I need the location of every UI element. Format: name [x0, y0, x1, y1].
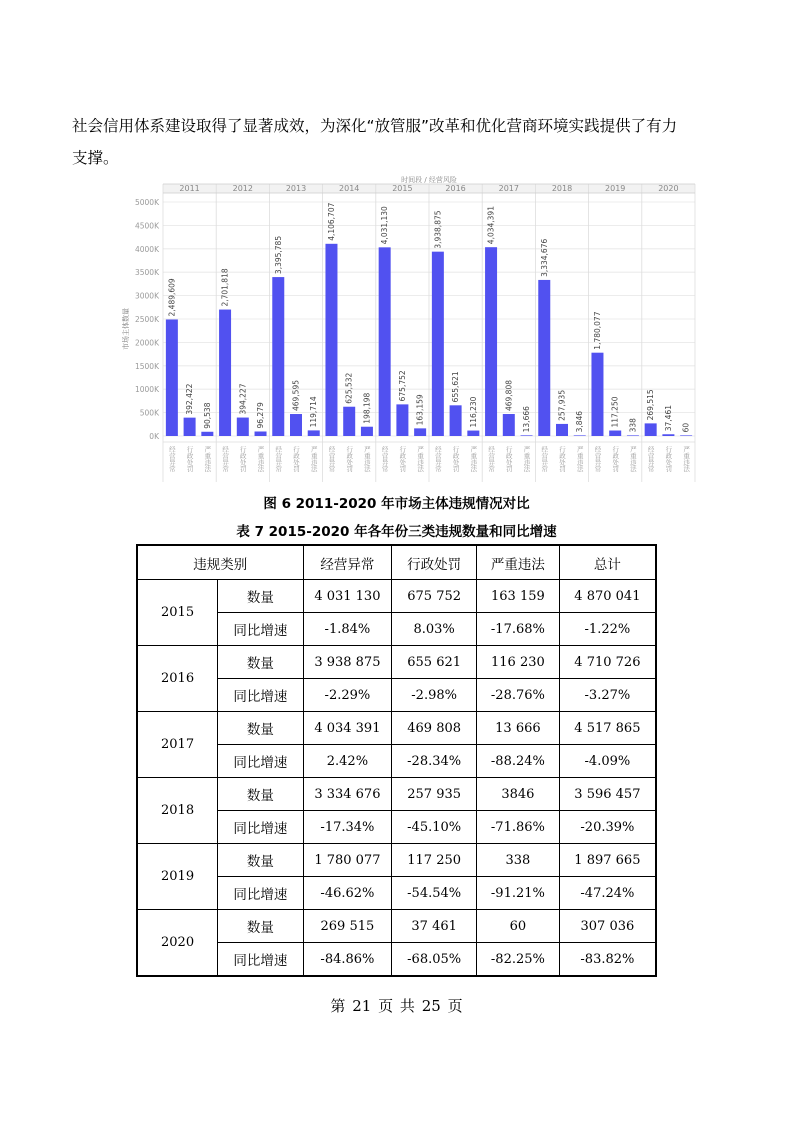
series-label: 经营异常	[167, 446, 176, 472]
category-label: 2011	[179, 184, 200, 193]
header-business-abnormal: 经营异常	[303, 545, 392, 580]
series-label: 严重违法	[416, 446, 425, 472]
bar	[467, 431, 479, 436]
bar	[680, 435, 692, 436]
paragraph-line-1: 社会信用体系建设取得了显著成效，为深化“放管服”改革和优化营商环境实践提供了有力	[72, 117, 678, 135]
table-row	[137, 844, 656, 877]
series-label: 行政处罚	[664, 446, 673, 472]
table-row	[137, 580, 656, 613]
category-label: 2019	[605, 184, 626, 193]
count-cell: 13 666	[477, 712, 560, 745]
count-cell: 116 230	[477, 646, 560, 679]
row-label: 同比增速	[218, 679, 303, 712]
table-row	[137, 910, 656, 943]
count-cell: 163 159	[477, 580, 560, 613]
count-cell: 269 515	[303, 910, 392, 943]
footer-word: 共	[399, 997, 415, 1015]
y-tick-label: 500K	[139, 408, 159, 418]
series-label: 经营异常	[221, 446, 230, 472]
bar-value-label: 338	[628, 418, 638, 433]
row-label: 同比增速	[218, 877, 303, 910]
bar-value-label: 469,595	[291, 380, 301, 412]
bar	[379, 247, 391, 436]
series-label: 经营异常	[433, 446, 442, 472]
growth-cell: 2.42%	[303, 745, 392, 778]
count-cell: 37 461	[392, 910, 477, 943]
chart-title: 时间段 / 经营风险	[401, 176, 457, 184]
bar	[414, 428, 426, 436]
header-serious-violation: 严重违法	[477, 545, 560, 580]
bar-value-label: 2,701,818	[220, 268, 230, 307]
bar-value-label: 3,395,785	[273, 235, 283, 275]
y-tick-label: 3500K	[134, 268, 159, 278]
bar-value-label: 4,031,130	[380, 206, 390, 245]
count-cell: 60	[477, 910, 560, 943]
bar	[237, 418, 249, 436]
bar	[503, 414, 515, 436]
bar	[361, 427, 373, 436]
bar	[432, 252, 444, 436]
growth-cell: -84.86%	[303, 943, 392, 977]
growth-cell: -4.09%	[559, 745, 656, 778]
table-row	[137, 712, 656, 745]
bar	[219, 310, 231, 436]
series-label: 经营异常	[327, 446, 336, 472]
figure-caption: 图 6 2011-2020 年市场主体违规情况对比	[263, 496, 530, 512]
header-total: 总计	[559, 545, 656, 580]
growth-cell: -28.34%	[392, 745, 477, 778]
growth-cell: -20.39%	[559, 811, 656, 844]
bar	[609, 431, 621, 436]
year-cell: 2015	[137, 580, 218, 646]
series-label: 行政处罚	[292, 446, 300, 472]
growth-cell: -68.05%	[392, 943, 477, 977]
growth-cell: -46.62%	[303, 877, 392, 910]
y-tick-label: 0K	[149, 432, 159, 441]
row-label: 数量	[218, 646, 303, 679]
series-label: 严重违法	[362, 446, 371, 472]
bar-value-label: 3,334,676	[539, 238, 549, 277]
category-label: 2020	[658, 184, 679, 193]
growth-cell: -17.68%	[477, 613, 560, 646]
count-cell: 338	[477, 844, 560, 877]
table-header-row	[137, 545, 656, 580]
series-label: 经营异常	[593, 446, 602, 472]
bar-value-label: 1,780,077	[592, 311, 602, 350]
bar-value-label: 3,846	[575, 410, 585, 433]
bar-value-label: 119,714	[309, 396, 319, 428]
y-tick-label: 2500K	[134, 315, 159, 324]
row-label: 数量	[218, 778, 303, 811]
violation-bar-chart	[115, 172, 698, 484]
category-label: 2013	[285, 184, 307, 193]
bar	[255, 431, 267, 436]
series-label: 行政处罚	[345, 446, 354, 472]
table-row	[137, 646, 656, 679]
growth-cell: -71.86%	[477, 811, 560, 844]
bar-value-label: 198,198	[362, 392, 372, 424]
bar-value-label: 394,227	[238, 383, 248, 415]
year-cell: 2017	[137, 712, 218, 778]
paragraph-line-2: 支撑。	[72, 149, 119, 167]
bar	[272, 277, 284, 436]
y-tick-label: 4000K	[134, 244, 159, 254]
bar	[627, 435, 639, 436]
growth-cell: -47.24%	[559, 877, 656, 910]
bar	[574, 435, 586, 436]
bar-value-label: 4,106,707	[326, 202, 336, 241]
growth-cell: -83.82%	[559, 943, 656, 977]
bar-value-label: 469,808	[504, 379, 514, 412]
bar	[325, 244, 337, 436]
row-label: 同比增速	[218, 613, 303, 646]
series-label: 严重违法	[575, 446, 584, 472]
growth-cell: -1.84%	[303, 613, 392, 646]
series-label: 行政处罚	[611, 446, 620, 472]
count-cell: 257 935	[392, 778, 477, 811]
category-label: 2014	[339, 184, 360, 193]
series-label: 严重违法	[522, 446, 531, 472]
bar-value-label: 37,461	[663, 404, 673, 432]
header-admin-penalty: 行政处罚	[392, 545, 477, 580]
growth-cell: -17.34%	[303, 811, 392, 844]
bar-value-label: 90,538	[202, 402, 212, 429]
category-label: 2018	[551, 184, 573, 193]
bar-value-label: 13,666	[522, 406, 532, 433]
count-cell: 655 621	[392, 646, 477, 679]
y-tick-label: 2000K	[134, 338, 159, 348]
footer-word: 页	[378, 997, 394, 1015]
footer-total-pages: 25	[421, 997, 441, 1015]
growth-cell: -91.21%	[477, 877, 560, 910]
series-label: 严重违法	[628, 446, 637, 472]
bar-value-label: 163,159	[415, 394, 425, 426]
series-label: 行政处罚	[398, 446, 407, 472]
bar	[645, 423, 657, 436]
growth-cell: 8.03%	[392, 613, 477, 646]
bar-value-label: 60	[681, 422, 691, 433]
row-label: 同比增速	[218, 811, 303, 844]
bar	[591, 353, 603, 436]
bar	[343, 407, 355, 436]
count-cell: 3 938 875	[303, 646, 392, 679]
growth-cell: -1.22%	[559, 613, 656, 646]
y-tick-label: 1000K	[134, 385, 159, 395]
y-tick-label: 5000K	[134, 198, 159, 207]
year-cell: 2020	[137, 910, 218, 977]
y-tick-label: 3000K	[134, 291, 159, 301]
bar	[166, 319, 178, 436]
series-label: 经营异常	[646, 446, 655, 472]
series-label: 严重违法	[682, 446, 691, 472]
count-cell: 4 870 041	[559, 580, 656, 613]
bar	[485, 247, 497, 436]
bar-value-label: 257,935	[557, 389, 567, 421]
growth-cell: -54.54%	[392, 877, 477, 910]
y-tick-label: 1500K	[134, 361, 159, 371]
series-label: 行政处罚	[451, 446, 460, 472]
series-label: 严重违法	[469, 446, 478, 472]
year-cell: 2019	[137, 844, 218, 910]
bar	[556, 424, 568, 436]
y-tick-label: 4500K	[134, 221, 159, 231]
series-label: 严重违法	[203, 446, 212, 472]
row-label: 数量	[218, 844, 303, 877]
series-label: 严重违法	[309, 446, 318, 472]
violation-table	[136, 544, 657, 977]
count-cell: 307 036	[559, 910, 656, 943]
row-label: 同比增速	[218, 943, 303, 977]
series-label: 经营异常	[274, 446, 283, 472]
row-label: 数量	[218, 580, 303, 613]
category-label: 2017	[498, 184, 519, 193]
growth-cell: -2.29%	[303, 679, 392, 712]
series-label: 行政处罚	[504, 446, 513, 472]
series-label: 经营异常	[540, 446, 549, 472]
count-cell: 3 334 676	[303, 778, 392, 811]
footer-word: 页	[447, 997, 463, 1015]
bar	[538, 280, 550, 436]
count-cell: 117 250	[392, 844, 477, 877]
series-label: 严重违法	[256, 446, 265, 472]
row-label: 同比增速	[218, 745, 303, 778]
series-label: 行政处罚	[185, 446, 194, 472]
bar-value-label: 269,515	[646, 389, 656, 421]
series-label: 行政处罚	[558, 446, 566, 472]
bar	[308, 430, 320, 436]
header-category: 违规类别	[137, 545, 303, 580]
count-cell: 3846	[477, 778, 560, 811]
category-label: 2012	[232, 184, 253, 193]
bar-value-label: 3,938,875	[433, 210, 443, 249]
page-footer	[0, 995, 793, 1016]
year-cell: 2018	[137, 778, 218, 844]
count-cell: 469 808	[392, 712, 477, 745]
bar-value-label: 96,279	[256, 402, 266, 429]
series-label: 经营异常	[380, 446, 389, 472]
count-cell: 4 034 391	[303, 712, 392, 745]
growth-cell: -88.24%	[477, 745, 560, 778]
growth-cell: -2.98%	[392, 679, 477, 712]
growth-cell: -28.76%	[477, 679, 560, 712]
bar	[662, 434, 674, 436]
count-cell: 4 031 130	[303, 580, 392, 613]
count-cell: 4 517 865	[559, 712, 656, 745]
bar	[521, 435, 533, 436]
category-label: 2016	[445, 184, 466, 193]
table-row	[137, 778, 656, 811]
row-label: 数量	[218, 712, 303, 745]
count-cell: 1 780 077	[303, 844, 392, 877]
footer-page-number: 21	[352, 997, 372, 1015]
table-caption: 表 7 2015-2020 年各年份三类违规数量和同比增速	[236, 524, 557, 540]
bar-value-label: 2,489,609	[167, 278, 177, 317]
bar-value-label: 117,250	[610, 396, 620, 428]
bar-value-label: 116,230	[468, 396, 478, 428]
footer-word: 第	[330, 997, 346, 1015]
series-label: 经营异常	[487, 446, 496, 472]
series-label: 行政处罚	[238, 446, 247, 472]
growth-cell: -82.25%	[477, 943, 560, 977]
bar	[450, 405, 462, 436]
bar	[396, 404, 408, 436]
bar-value-label: 625,532	[344, 372, 354, 404]
count-cell: 3 596 457	[559, 778, 656, 811]
bar	[184, 418, 196, 436]
count-cell: 1 897 665	[559, 844, 656, 877]
bar-value-label: 675,752	[397, 370, 407, 402]
count-cell: 675 752	[392, 580, 477, 613]
bar	[290, 414, 302, 436]
bar-value-label: 655,621	[451, 371, 461, 403]
count-cell: 4 710 726	[559, 646, 656, 679]
growth-cell: -3.27%	[559, 679, 656, 712]
year-cell: 2016	[137, 646, 218, 712]
category-label: 2015	[392, 184, 413, 193]
bar-value-label: 4,034,391	[486, 206, 496, 245]
bar-value-label: 392,422	[185, 383, 195, 415]
growth-cell: -45.10%	[392, 811, 477, 844]
bar	[201, 432, 213, 436]
y-axis-label: 市场主体数量	[122, 308, 130, 350]
row-label: 数量	[218, 910, 303, 943]
